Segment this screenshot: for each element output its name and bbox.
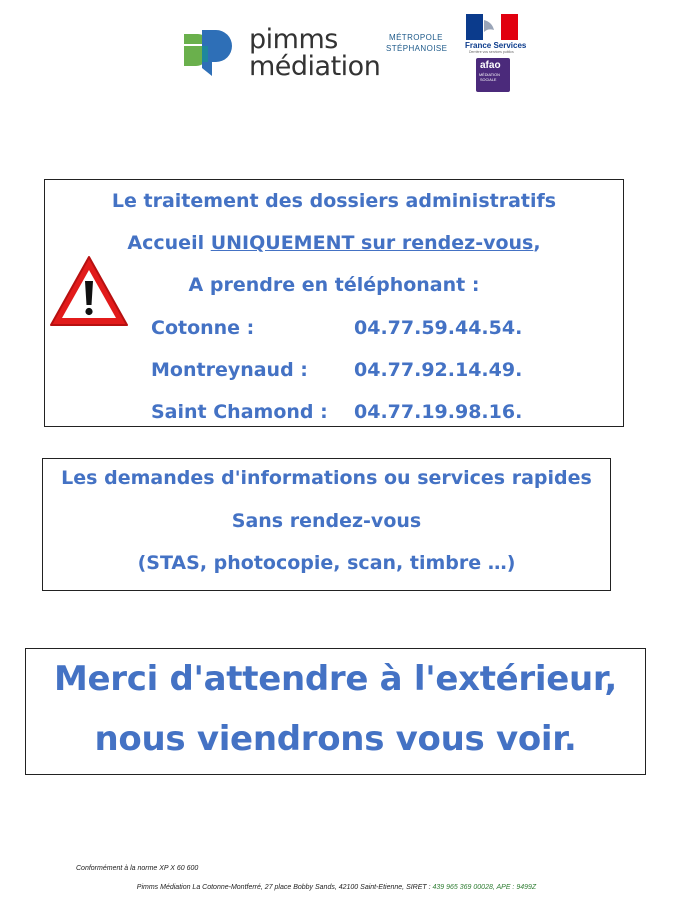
appointment-suffix: ,: [533, 232, 541, 254]
call-instruction: A prendre en téléphonant :: [188, 274, 480, 296]
norme-note: Conformément à la norme XP X 60 600: [76, 865, 199, 872]
quick-services-heading: Les demandes d'informations ou services rapides: [61, 467, 592, 489]
footer-address: [0, 884, 673, 891]
walk-in-box: [42, 458, 611, 591]
metropole-label: MÉTROPOLE: [389, 33, 443, 42]
afao-subtitle-1: MÉDIATION: [479, 73, 500, 77]
appointment-prefix: Accueil: [127, 232, 211, 254]
footer-address-text: Pimms Médiation La Cotonne-Montferré, 27 place Bobby Sands, 42100 Saint-Etienne, SIRET :: [136, 884, 433, 891]
wait-outside-line: Merci d'attendre à l'extérieur,: [54, 659, 617, 699]
afao-wordmark: afao: [480, 60, 501, 71]
services-examples: (STAS, photocopie, scan, timbre …): [137, 552, 516, 574]
stephanoise-label: STÉPHANOISE: [386, 44, 448, 53]
no-appointment-line: Sans rendez-vous: [231, 510, 422, 532]
mediation-wordmark: médiation: [249, 51, 381, 82]
appointment-only-line: [45, 232, 623, 254]
appointment-only-underlined: UNIQUEMENT sur rendez-vous: [210, 232, 534, 254]
warning-icon: [47, 253, 131, 331]
pimms-logo-icon: [180, 26, 238, 78]
site-label: Montreynaud :: [151, 359, 308, 381]
admin-files-heading: Le traitement des dossiers administratifs: [111, 190, 557, 212]
appointment-box: [44, 179, 624, 427]
phone-number: 04.77.92.14.49.: [354, 359, 523, 381]
phone-number: 04.77.59.44.54.: [354, 317, 523, 339]
we-will-come-line: nous viendrons vous voir.: [94, 719, 577, 759]
pimms-wordmark: pimms: [249, 24, 338, 55]
site-label: Cotonne :: [151, 317, 255, 339]
wait-outside-box: [25, 648, 646, 775]
afao-subtitle-2: SOCIALE: [480, 78, 497, 82]
footer-siret: 439 965 369 00028, APE : 9499Z: [432, 884, 537, 891]
phone-number: 04.77.19.98.16.: [354, 401, 523, 423]
france-services-name: France Services: [465, 41, 527, 50]
site-label: Saint Chamond :: [151, 401, 328, 423]
france-services-tagline: Derrière vos services publics: [469, 50, 514, 54]
